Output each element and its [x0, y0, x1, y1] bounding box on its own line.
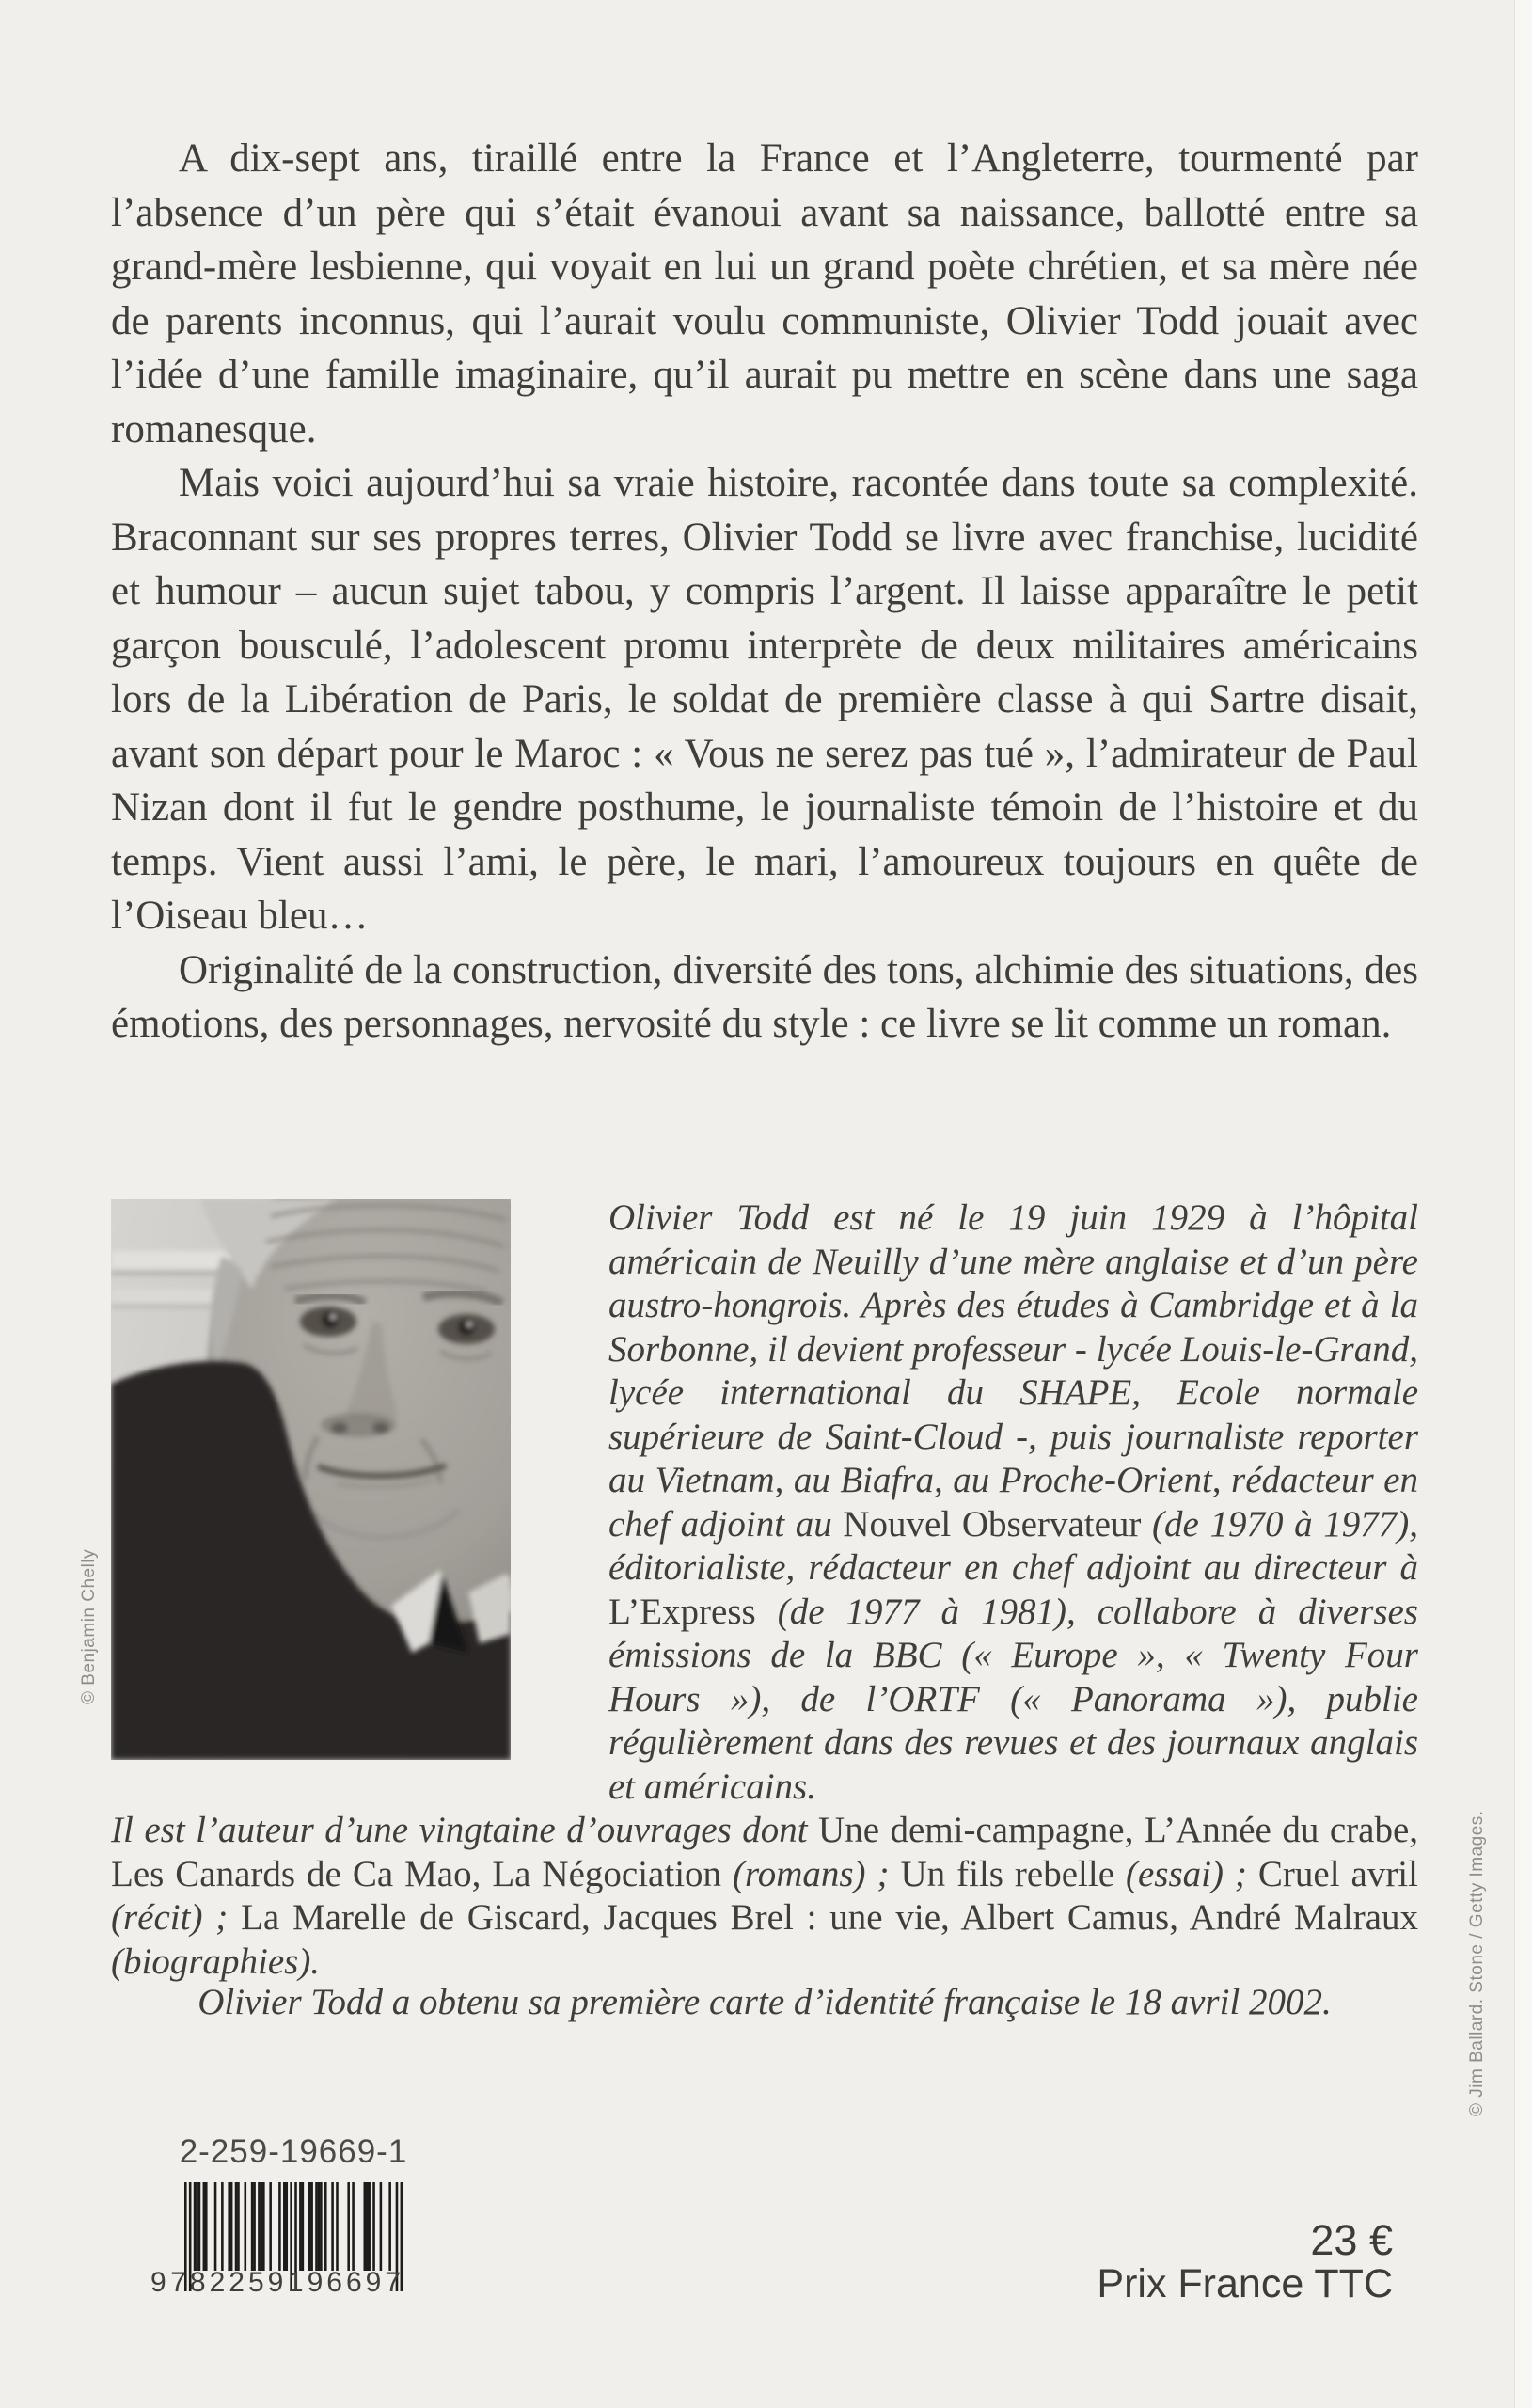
blurb [111, 132, 1418, 1052]
author-photo [111, 1199, 511, 1760]
bio-segment: (de 1970 à 1977), éditorialiste, rédacteur en chef adjoint au directeur à [608, 1503, 1418, 1588]
bio-segment: Olivier Todd est né le 19 juin 1929 à l’hôpital américain de Neuilly d’une mère anglaise et d’un père austro-hongrois. Après des études à Cambridge et à la Sorbonne, il devient professeur - lycée Louis-le-Grand, lycée international du SHAPE, Ecole normale supérieure de Saint-Cloud -, puis journaliste reporter au Vietnam, au Biafra, au Proche-Orient, rédacteur en chef adjoint au [608, 1197, 1418, 1545]
price-amount: 23 € [1310, 2216, 1393, 2264]
blurb-paragraph: Originalité de la construction, diversité des tons, alchimie des situations, des émotions, des personnages, nervosité du style : ce livre se lit comme un roman. [111, 947, 1418, 1046]
bio-segment: (de 1977 à 1981), collabore à diverses émissions de la BBC (« Europe », « Twenty Four Hours »), de l’ORTF (« Panorama »), publie régulièrement dans des revues et des journaux anglais et américains. [608, 1591, 1418, 1807]
barcode-digit-group: 196697 [287, 2267, 404, 2298]
bio-segment: Nouvel Observateur [843, 1503, 1153, 1545]
book-titles: Cruel avril [1257, 1853, 1418, 1894]
photo-credit-left: © Benjamin Chelly [79, 1548, 99, 1704]
barcode-digit-group: 9 [150, 2267, 170, 2298]
barcode-digits [150, 2267, 404, 2299]
book-titles: Un fils rebelle [900, 1853, 1126, 1894]
barcode-digit-group: 782259 [170, 2267, 288, 2298]
photo-credit-right: © Jim Ballard. Stone / Getty Images. [1467, 1810, 1487, 2116]
bio-segment: (romans) ; [733, 1853, 901, 1894]
bio-block [111, 1196, 1418, 1984]
bio-segment: (récit) ; [111, 1897, 242, 1938]
bio-works [111, 1809, 1418, 1984]
isbn-number: 2-259-19669-1 [179, 2133, 408, 2170]
book-titles: Une demi-campagne, L’Année du crabe, Les Canards de Ca Mao, La Négociation [111, 1810, 1419, 1894]
price-label: Prix France TTC [1097, 2261, 1393, 2306]
identity-note: Olivier Todd a obtenu sa première carte d’identité française le 18 avril 2002. [197, 1982, 1332, 2022]
bio-segment: Il est l’auteur d’une vingtaine d’ouvrages dont [111, 1810, 819, 1850]
bio-segment: (essai) ; [1125, 1853, 1258, 1894]
book-titles: La Marelle de Giscard, Jacques Brel : une vie, Albert Camus, André Malraux [241, 1897, 1418, 1938]
blurb-paragraph: A dix-sept ans, tiraillé entre la France et l’Angleterre, tourmenté par l’absence d’un père qui s’était évanoui avant sa naissance, ballotté entre sa grand-mère lesbienne, qui voyait en lui un grand poète chrétien, et sa mère née de parents inconnus, qui l’aurait voulu communiste, Olivier Todd jouait avec l’idée d’une famille imaginaire, qu’il aurait pu mettre en scène dans une saga romanesque. [111, 136, 1418, 452]
bio-segment: L’Express [608, 1591, 778, 1632]
blurb-paragraph: Mais voici aujourd’hui sa vraie histoire, racontée dans toute sa complexité. Braconnant sur ses propres terres, Olivier Todd se livre avec franchise, lucidité et humour – aucun sujet tabou, y compris l’argent. Il laisse apparaître le petit garçon bousculé, l’adolescent promu interprète de deux militaires américains lors de la Libération de Paris, le soldat de première classe à qui Sartre disait, avant son départ pour le Maroc : « Vous ne serez pas tué », l’admirateur de Paul Nizan dont il fut le gendre posthume, le journaliste témoin de l’histoire et du temps. Vient aussi l’ami, le père, le mari, l’amoureux toujours en quête de l’Oiseau bleu… [111, 461, 1418, 938]
author-portrait-illustration [111, 1199, 511, 1760]
bio-segment: (biographies). [111, 1941, 321, 1982]
scan-edge [1514, 0, 1532, 2408]
